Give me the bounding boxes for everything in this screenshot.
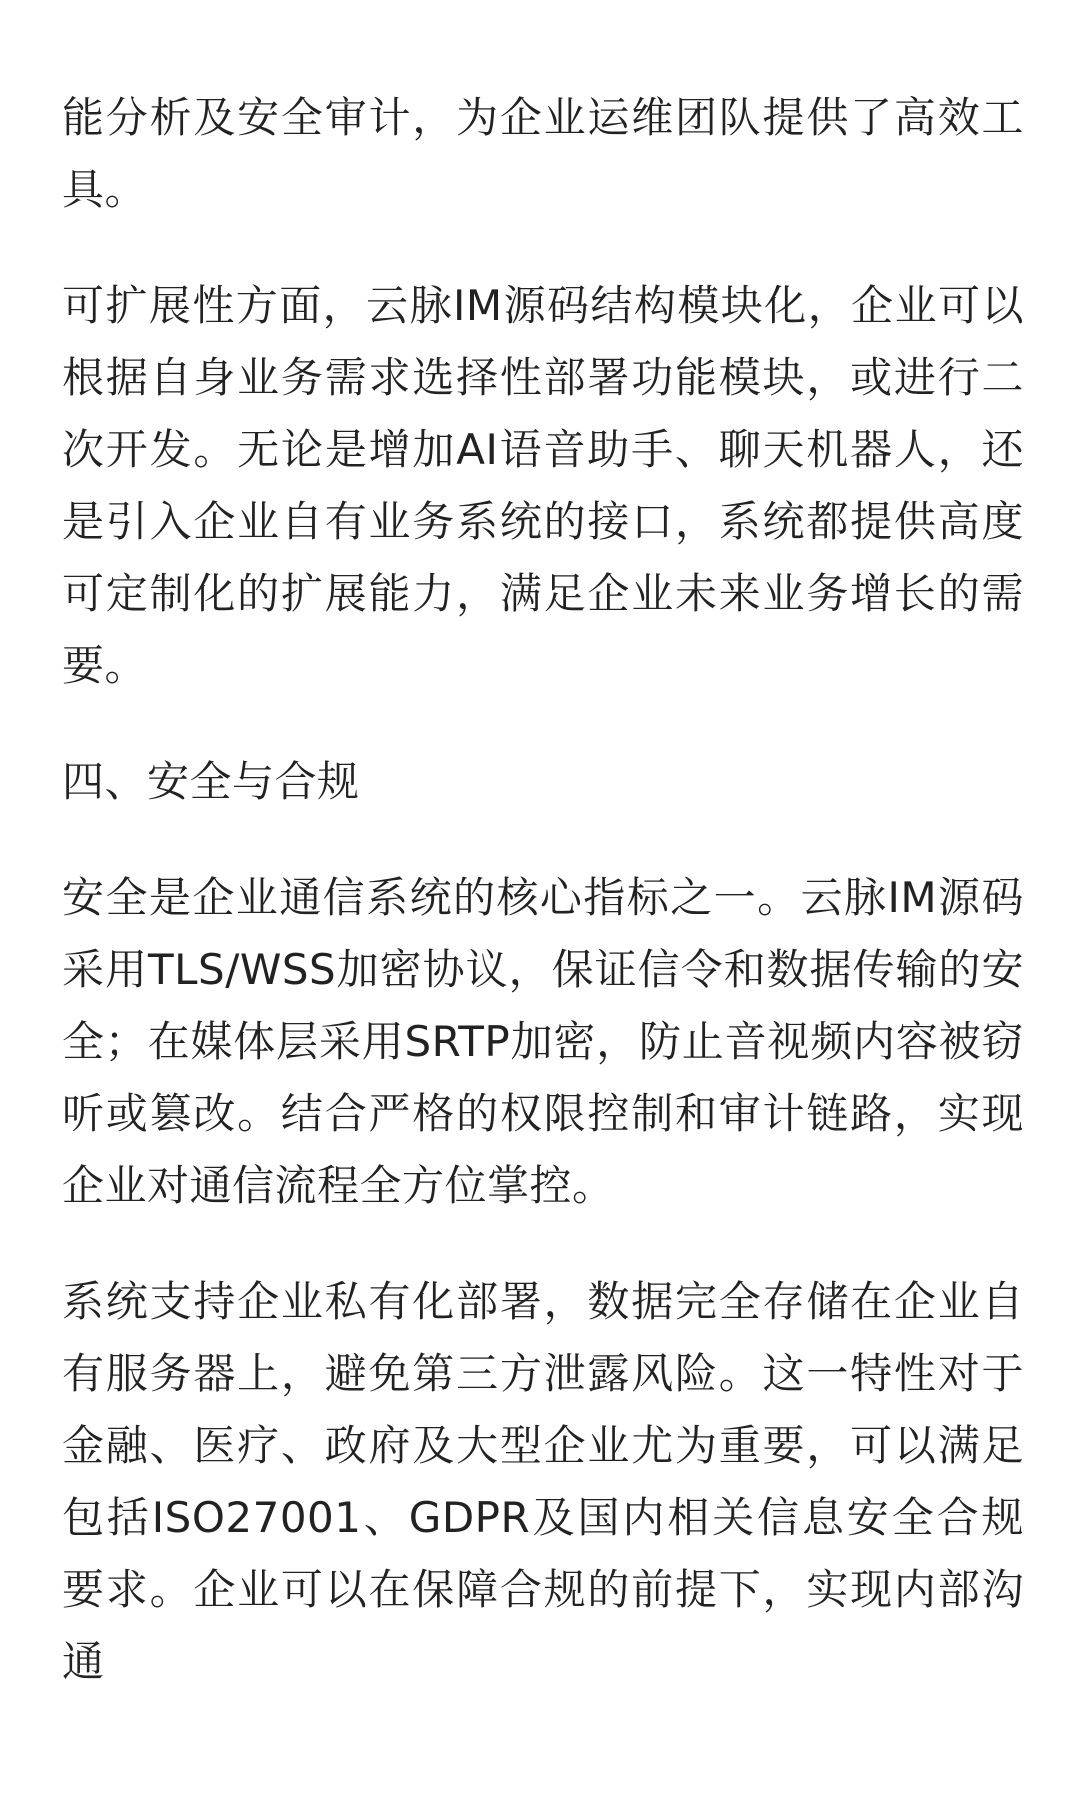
paragraph-tools: 能分析及安全审计，为企业运维团队提供了高效工具。 <box>62 93 1024 214</box>
paragraph-security: 安全是企业通信系统的核心指标之一。云脉IM源码采用TLS/WSS加密协议，保证信令和数据传输的安全；在媒体层采用SRTP加密，防止音视频内容被窃听或篡改。结合严格的权限控制和审计链路，实现企业对通信流程全方位掌控。 <box>62 873 1024 1210</box>
paragraph-private-deployment: 系统支持企业私有化部署，数据完全存储在企业自有服务器上，避免第三方泄露风险。这一特性对于金融、医疗、政府及大型企业尤为重要，可以满足包括ISO27001、GDPR及国内相关信息安全合规要求。企业可以在保障合规的前提下，实现内部沟通 <box>62 1277 1024 1686</box>
paragraph-extensibility: 可扩展性方面，云脉IM源码结构模块化，企业可以根据自身业务需求选择性部署功能模块，或进行二次开发。无论是增加AI语音助手、聊天机器人，还是引入企业自有业务系统的接口，系统都提供高度可定制化的扩展能力，满足企业未来业务增长的需要。 <box>62 281 1024 690</box>
article-body <box>62 82 1024 1742</box>
section-heading-security-compliance: 四、安全与合规 <box>62 757 360 806</box>
